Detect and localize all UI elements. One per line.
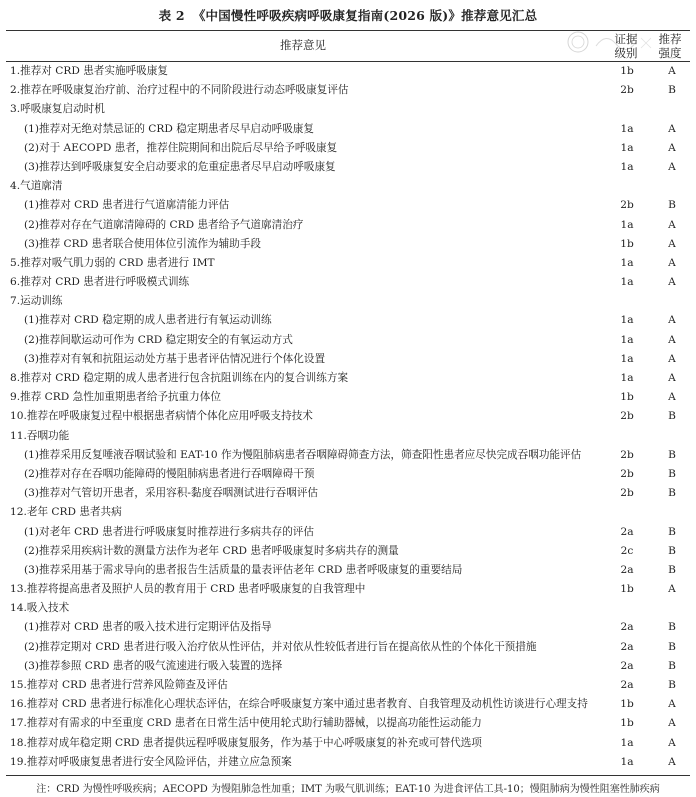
table-row [6,196,690,215]
table-row [6,523,690,542]
recommendation-text: (1)推荐对 CRD 稳定期的成人患者进行有氧运动训练 [24,314,272,327]
strength-cell: B [668,563,676,576]
recommendation-text: (1)推荐对无绝对禁忌证的 CRD 稳定期患者尽早启动呼吸康复 [24,122,314,135]
strength-cell: A [668,372,676,384]
evidence-level-cell: 1a [620,372,634,384]
strength-cell: A [668,352,676,365]
evidence-level-cell: 1a [620,141,634,154]
strength-cell: B [668,621,676,634]
evidence-level-cell: 2b [620,487,634,500]
table-row [6,734,690,753]
recommendation-text: (3)推荐采用基于需求导向的患者报告生活质量的量表评估老年 CRD 患者呼吸康复的重要结局 [24,563,463,576]
table-row [6,292,690,311]
table-row [6,657,690,676]
evidence-level-cell: 1a [620,276,634,289]
evidence-level-cell: 1a [620,333,634,346]
strength-cell [654,177,690,196]
table-row [6,676,690,695]
recommendation-text: 18.推荐对成年稳定期 CRD 患者提供远程呼吸康复服务，作为基于中心呼吸康复的补充或可替代选项 [10,736,482,749]
recommendation-text: (3)推荐 CRD 患者联合使用体位引流作为辅助手段 [24,237,262,250]
strength-cell: A [668,314,676,327]
recommendation-text: (2)推荐间歇运动可作为 CRD 稳定期安全的有氧运动方式 [24,333,293,346]
evidence-level-cell: 2b [620,410,634,423]
strength-cell: A [668,736,676,749]
table-row [6,542,690,561]
table-label: 表 2 [158,8,185,23]
evidence-level-cell [600,427,654,446]
evidence-level-cell: 2a [620,640,634,653]
evidence-level-cell: 2b [620,199,634,212]
evidence-level-cell: 2a [620,679,634,691]
header-recommendation: 推荐意见 [280,38,326,52]
table-row [6,638,690,657]
table-row [6,120,690,139]
evidence-level-cell: 1a [620,352,634,365]
table-title-text: 《中国慢性呼吸疾病呼吸康复指南(2026 版)》推荐意见汇总 [192,8,538,23]
recommendation-text: 11.吞咽功能 [10,429,70,442]
table-row [6,331,690,350]
recommendation-text: 13.推荐将提高患者及照护人员的教育用于 CRD 患者呼吸康复的自我管理中 [10,583,366,596]
strength-cell [654,427,690,446]
strength-cell: A [668,256,676,269]
table-row [6,350,690,369]
evidence-level-cell: 1b [620,583,634,596]
table-row [6,177,690,196]
header-evidence-line1: 证据 [614,32,638,46]
evidence-level-cell: 1a [620,160,634,173]
strength-cell: A [668,333,676,346]
table-row [6,100,690,119]
strength-cell: B [668,199,676,212]
table-row [6,62,690,81]
evidence-level-cell [600,292,654,311]
evidence-level-cell: 1a [620,314,634,327]
header-strength [650,30,690,63]
table-row [6,695,690,714]
table-row [6,388,690,407]
strength-cell: A [668,755,676,768]
recommendation-text: (3)推荐达到呼吸康复安全启动要求的危重症患者尽早启动呼吸康复 [24,160,336,173]
table-row [6,580,690,599]
recommendation-text: 6.推荐对 CRD 患者进行呼吸模式训练 [10,276,190,289]
recommendation-text: 17.推荐对有需求的中至重度 CRD 患者在日常生活中使用轮式助行辅助器械，以提高功能性运动能力 [10,717,482,730]
table-row [6,216,690,235]
recommendation-text: 8.推荐对 CRD 稳定期的成人患者进行包含抗阻训练在内的复合训练方案 [10,372,349,384]
strength-cell [654,599,690,618]
recommendation-text: (2)对于 AECOPD 患者，推荐住院期间和出院后尽早给予呼吸康复 [24,141,338,154]
strength-cell: B [668,487,676,500]
header-strength-line1: 推荐 [658,32,682,46]
recommendation-text: (2)推荐对存在气道廓清障碍的 CRD 患者给予气道廓清治疗 [24,218,304,231]
strength-cell: A [668,391,676,404]
table-row [6,311,690,330]
evidence-level-cell: 2b [620,448,634,461]
strength-cell: B [668,448,676,461]
table-row [6,465,690,484]
header-evidence-line2: 级别 [614,46,638,60]
recommendation-text: (2)推荐定期对 CRD 患者进行吸入治疗依从性评估，并对依从性较低者进行旨在提高依从性的个体化干预措施 [24,640,537,653]
evidence-level-cell: 1a [620,218,634,231]
strength-cell: A [668,717,676,730]
strength-cell [654,292,690,311]
strength-cell: A [668,122,676,135]
strength-cell: B [668,525,676,538]
recommendation-text: 14.吸入技术 [10,602,70,615]
recommendation-text: 1.推荐对 CRD 患者实施呼吸康复 [10,65,168,77]
strength-cell: B [668,640,676,653]
recommendation-text: 15.推荐对 CRD 患者进行营养风险筛查及评估 [10,679,228,691]
recommendation-text: 12.老年 CRD 患者共病 [10,506,122,519]
evidence-level-cell: 1b [620,237,634,250]
recommendation-text: 7.运动训练 [10,295,63,308]
evidence-level-cell: 2a [620,563,634,576]
table-row [6,484,690,503]
strength-cell: B [668,679,676,691]
table-title [0,6,696,24]
recommendation-text: (1)推荐对 CRD 患者进行气道廓清能力评估 [24,199,230,212]
recommendation-text: 16.推荐对 CRD 患者进行标准化心理状态评估，在综合呼吸康复方案中通过患者教育、自我管理及动机性访谈进行心理支持 [10,698,588,711]
recommendation-text: 5.推荐对吸气肌力弱的 CRD 患者进行 IMT [10,256,215,269]
table-row [6,254,690,273]
recommendation-text: (3)推荐对气管切开患者，采用容积-黏度吞咽测试进行吞咽评估 [24,487,319,500]
evidence-level-cell: 2a [620,659,634,672]
recommendation-text: (3)推荐对有氧和抗阻运动处方基于患者评估情况进行个体化设置 [24,352,326,365]
evidence-level-cell: 2b [620,467,634,480]
evidence-level-cell: 1b [620,717,634,730]
table-row [6,561,690,580]
strength-cell: A [668,65,676,77]
recommendation-text: 4.气道廓清 [10,180,63,193]
recommendation-text: (1)推荐采用反复唾液吞咽试验和 EAT-10 作为慢阻肺病患者吞咽障碍筛查方法，筛查阳性患者应尽快完成吞咽功能评估 [24,448,582,461]
strength-cell: A [668,160,676,173]
recommendation-text: (2)推荐对存在吞咽功能障碍的慢阻肺病患者进行吞咽障碍干预 [24,467,315,480]
strength-cell [654,100,690,119]
table-bottom-rule [6,775,690,776]
strength-cell: A [668,218,676,231]
evidence-level-cell: 2b [620,84,634,97]
evidence-level-cell: 1b [620,65,634,77]
table-row [6,446,690,465]
evidence-level-cell [600,100,654,119]
strength-cell: B [668,544,676,557]
evidence-level-cell [600,177,654,196]
strength-cell: A [668,583,676,596]
recommendation-text: (1)推荐对 CRD 患者的吸入技术进行定期评估及指导 [24,621,272,634]
evidence-level-cell [600,599,654,618]
header-strength-line2: 强度 [658,46,682,60]
strength-cell: A [668,276,676,289]
strength-cell: A [668,237,676,250]
table-row [6,407,690,426]
evidence-level-cell [600,503,654,522]
header-evidence-level [604,30,648,63]
recommendation-text: 10.推荐在呼吸康复过程中根据患者病情个体化应用呼吸支持技术 [10,410,313,423]
table-row [6,503,690,522]
evidence-level-cell: 1a [620,122,634,135]
recommendation-text: 9.推荐 CRD 急性加重期患者给予抗重力体位 [10,391,221,404]
table-row [6,599,690,618]
evidence-level-cell: 2c [620,544,634,557]
strength-cell: A [668,141,676,154]
table-body [6,62,690,772]
evidence-level-cell: 1b [620,391,634,404]
table-row [6,753,690,772]
strength-cell [654,503,690,522]
evidence-level-cell: 1a [620,736,634,749]
table-row [6,273,690,292]
evidence-level-cell: 2a [620,525,634,538]
table-row [6,618,690,637]
recommendation-text: 3.呼吸康复启动时机 [10,103,105,116]
table-row [6,235,690,254]
table-row [6,427,690,446]
table-row [6,139,690,158]
recommendation-text: 2.推荐在呼吸康复治疗前、治疗过程中的不同阶段进行动态呼吸康复评估 [10,84,349,97]
strength-cell: B [668,467,676,480]
evidence-level-cell: 1b [620,698,634,711]
table-row [6,158,690,177]
recommendation-text: (3)推荐参照 CRD 患者的吸气流速进行吸入装置的选择 [24,659,283,672]
strength-cell: B [668,410,676,423]
strength-cell: B [668,84,676,97]
strength-cell: A [668,698,676,711]
evidence-level-cell: 1a [620,755,634,768]
table-row [6,369,690,388]
recommendation-text: (2)推荐采用疾病计数的测量方法作为老年 CRD 患者呼吸康复时多病共存的测量 [24,544,399,557]
recommendation-text: (1)对老年 CRD 患者进行呼吸康复时推荐进行多病共存的评估 [24,525,314,538]
strength-cell: B [668,659,676,672]
table-row [6,714,690,733]
table-footnote: 注：CRD 为慢性呼吸疾病；AECOPD 为慢阻肺急性加重；IMT 为吸气肌训练；EAT-10 为进食评估工具-10；慢阻肺病为慢性阻塞性肺疾病 [36,784,660,795]
table-row [6,81,690,100]
evidence-level-cell: 2a [620,621,634,634]
recommendation-text: 19.推荐对呼吸康复患者进行安全风险评估，并建立应急预案 [10,755,292,768]
evidence-level-cell: 1a [620,256,634,269]
